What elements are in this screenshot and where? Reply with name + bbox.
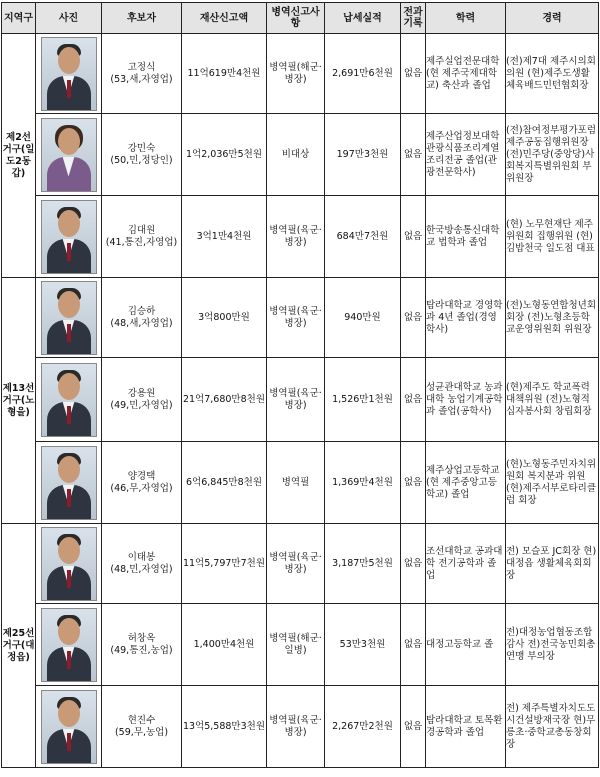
tax-cell: 940만원 — [325, 278, 401, 358]
candidate-photo — [41, 690, 97, 764]
assets-cell: 13억5,588만3천원 — [182, 686, 267, 768]
candidate-row — [2, 114, 599, 196]
candidate-row — [2, 524, 599, 604]
header-row — [2, 3, 599, 34]
candidate-info: (41,통진,자영업) — [105, 236, 178, 248]
candidate-info: (49,민,자영업) — [110, 399, 173, 411]
candidate-row — [2, 196, 599, 278]
candidate-cell — [102, 604, 182, 686]
candidate-name: 강용원 — [127, 387, 156, 399]
education-cell: 한국방송통신대학교 법학과 졸업 — [426, 196, 506, 278]
candidate-cell — [102, 358, 182, 442]
tax-cell: 2,267만2천원 — [325, 686, 401, 768]
tax-cell: 197만3천원 — [325, 114, 401, 196]
candidate-cell — [102, 278, 182, 358]
candidate-info: (46,무,자영업) — [110, 482, 173, 494]
candidate-name: 허창옥 — [127, 632, 156, 644]
candidate-info: (48,새,자영업) — [110, 317, 173, 329]
candidate-row — [2, 686, 599, 768]
military-cell: 병역필(육군·병장) — [267, 196, 325, 278]
region-cell: 제2선거구(일도2동갑) — [2, 34, 36, 278]
military-cell: 병역필(해군·병장) — [267, 34, 325, 114]
education-cell: 대정고등학교 졸 — [426, 604, 506, 686]
header-career: 경력 — [506, 3, 599, 34]
candidate-info: (59,무,농업) — [114, 726, 169, 738]
header-candidate: 후보자 — [102, 3, 182, 34]
career-cell: 전) 제주특별자치도도시건설방재국장 현)무릉초·중학교총동창회장 — [506, 686, 599, 768]
criminal-cell: 없음 — [401, 358, 426, 442]
criminal-cell: 없음 — [401, 34, 426, 114]
candidate-info: (53,새,자영업) — [110, 73, 173, 85]
tax-cell: 684만7천원 — [325, 196, 401, 278]
tax-cell: 53만3천원 — [325, 604, 401, 686]
candidate-name: 이태봉 — [127, 551, 156, 563]
assets-cell: 3억1만4천원 — [182, 196, 267, 278]
career-cell: (전)제7대 제주시의회의원 (현)제주도생활체육배드민턴협회장 — [506, 34, 599, 114]
candidate-name: 강민숙 — [127, 142, 156, 154]
photo-cell — [36, 604, 102, 686]
education-cell: 조선대학교 공과대학 전기공학과 졸업 — [426, 524, 506, 604]
header-military: 병역신고사항 — [267, 3, 325, 34]
candidate-row — [2, 278, 599, 358]
education-cell: 제주실업전문대학(현 제주국제대학교) 축산과 졸업 — [426, 34, 506, 114]
candidate-row — [2, 34, 599, 114]
education-cell: 탐라대학교 토목환경공학과 졸업 — [426, 686, 506, 768]
assets-cell: 1,400만4천원 — [182, 604, 267, 686]
criminal-cell: 없음 — [401, 114, 426, 196]
candidate-cell — [102, 114, 182, 196]
candidate-row — [2, 442, 599, 524]
assets-cell: 11억5,797만7천원 — [182, 524, 267, 604]
criminal-cell: 없음 — [401, 278, 426, 358]
criminal-cell: 없음 — [401, 524, 426, 604]
candidate-name: 양경택 — [127, 470, 156, 482]
candidate-name: 현진수 — [127, 714, 156, 726]
candidate-cell — [102, 686, 182, 768]
photo-cell — [36, 114, 102, 196]
header-photo: 사진 — [36, 3, 102, 34]
region-cell: 제25선거구(대정읍) — [2, 524, 36, 768]
military-cell: 병역필(육군·병장) — [267, 278, 325, 358]
photo-cell — [36, 686, 102, 768]
header-assets: 재산신고액 — [182, 3, 267, 34]
candidate-cell — [102, 442, 182, 524]
photo-cell — [36, 358, 102, 442]
career-cell: 전)대정농업협동조합 감사 전)전국농민회총연맹 부의장 — [506, 604, 599, 686]
career-cell: (전)노형동연합청년회 회장 (전)노형초등학교운영위원회 위원장 — [506, 278, 599, 358]
candidate-row — [2, 604, 599, 686]
candidate-photo — [41, 37, 97, 111]
candidate-info: (49,통진,농업) — [110, 644, 173, 656]
assets-cell: 1억2,036만5천원 — [182, 114, 267, 196]
photo-cell — [36, 196, 102, 278]
tax-cell: 1,526만1천원 — [325, 358, 401, 442]
tax-cell: 3,187만5천원 — [325, 524, 401, 604]
candidate-info: (48,민,자영업) — [110, 563, 173, 575]
military-cell: 병역필(육군·병장) — [267, 686, 325, 768]
military-cell: 병역필 — [267, 442, 325, 524]
military-cell: 병역필(육군·병장) — [267, 358, 325, 442]
education-cell: 제주산업정보대학 관광식품조리계열 조리전공 졸업(관광전문학사) — [426, 114, 506, 196]
assets-cell: 11억619만4천원 — [182, 34, 267, 114]
candidate-photo — [41, 200, 97, 274]
candidate-name: 고정식 — [127, 61, 156, 73]
candidate-name: 김승하 — [127, 305, 156, 317]
criminal-cell: 없음 — [401, 442, 426, 524]
education-cell: 탐라대학교 경영학과 4년 졸업(경영학사) — [426, 278, 506, 358]
education-cell: 제주상업고등학교(현 제주중앙고등학교) 졸업 — [426, 442, 506, 524]
candidate-cell — [102, 524, 182, 604]
assets-cell: 21억7,680만8천원 — [182, 358, 267, 442]
candidate-photo — [41, 446, 97, 520]
photo-cell — [36, 34, 102, 114]
career-cell: (현)노형동주민자치위원회 복지분과 위원 (현)제주서부로타리클럽 회장 — [506, 442, 599, 524]
tax-cell: 2,691만6천원 — [325, 34, 401, 114]
candidate-photo — [41, 608, 97, 682]
candidate-row — [2, 358, 599, 442]
assets-cell: 6억6,845만8천원 — [182, 442, 267, 524]
candidate-photo — [41, 118, 97, 192]
candidate-name: 김대원 — [127, 224, 156, 236]
candidate-photo — [41, 281, 97, 355]
photo-cell — [36, 524, 102, 604]
header-region: 지역구 — [2, 3, 36, 34]
criminal-cell: 없음 — [401, 196, 426, 278]
military-cell: 비대상 — [267, 114, 325, 196]
criminal-cell: 없음 — [401, 604, 426, 686]
header-criminal: 전과기록 — [401, 3, 426, 34]
candidate-table — [1, 2, 599, 768]
candidate-info: (50,민,정당인) — [110, 154, 173, 166]
candidate-cell — [102, 34, 182, 114]
criminal-cell: 없음 — [401, 686, 426, 768]
education-cell: 성균관대학교 농과대학 농업기계공학과 졸업(공학사) — [426, 358, 506, 442]
career-cell: (전)참여정부평가포럼 제주공동집행위원장 (전)민주당(중앙당)사회복지특별위원회 부위원장 — [506, 114, 599, 196]
career-cell: (현)제주도 학교폭력대책위원 (전)노형적십자봉사회 창립회장 — [506, 358, 599, 442]
region-cell: 제13선거구(노형을) — [2, 278, 36, 524]
candidate-cell — [102, 196, 182, 278]
career-cell: (현) 노무현재단 제주위원회 집행위원 (현) 김밥천국 일도점 대표 — [506, 196, 599, 278]
military-cell: 병역필(육군·병장) — [267, 524, 325, 604]
header-tax: 납세실적 — [325, 3, 401, 34]
military-cell: 병역필(해군·일병) — [267, 604, 325, 686]
assets-cell: 3억800만원 — [182, 278, 267, 358]
tax-cell: 1,369만4천원 — [325, 442, 401, 524]
photo-cell — [36, 278, 102, 358]
candidate-photo — [41, 363, 97, 437]
candidate-photo — [41, 527, 97, 601]
header-education: 학력 — [426, 3, 506, 34]
photo-cell — [36, 442, 102, 524]
career-cell: 전) 모슬포 JC회장 현) 대정읍 생활체육회회장 — [506, 524, 599, 604]
